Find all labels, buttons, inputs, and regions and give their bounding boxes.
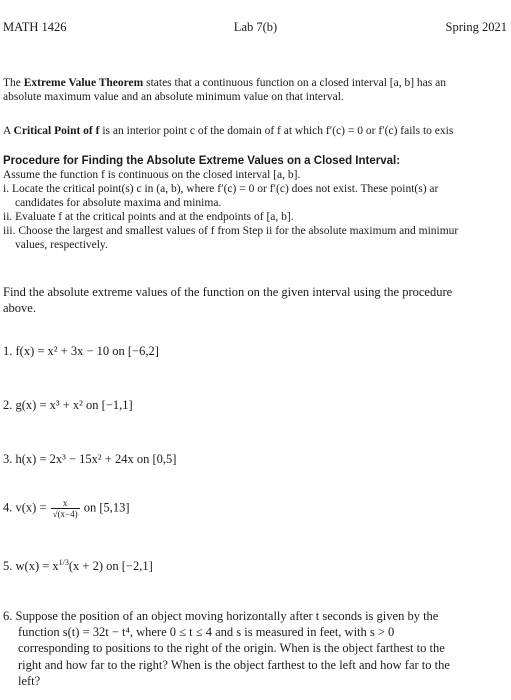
problem-4-suffix: on [5,13]	[80, 500, 130, 515]
procedure-assume: Assume the function f is continuous on the closed interval [a, b].	[3, 169, 301, 181]
fraction-numerator: x	[51, 498, 80, 509]
problem-6-line-4: right and how far to the right? When is the object farthest to the left and how far to the	[18, 657, 450, 672]
procedure-step-1: i. Locate the critical point(s) c in (a, b), where f′(c) = 0 or f′(c) does not exist. These point(s) ar	[3, 183, 439, 195]
problem-2: 2. g(x) = x³ + x² on [−1,1]	[3, 398, 133, 412]
problem-6-line-1: 6. Suppose the position of an object moving horizontally after t seconds is given by the	[3, 609, 439, 623]
fraction-denominator: √(x−4)	[52, 509, 78, 519]
critical-point-definition	[3, 124, 511, 138]
evt-line-2: absolute maximum value and an absolute minimum value on that interval.	[3, 91, 344, 103]
critical-term: Critical Point of f	[13, 125, 100, 137]
problem-4	[3, 498, 130, 519]
problem-6-line-2: function s(t) = 32t − t⁴, where 0 ≤ t ≤ 4 and s is measured in feet, with s > 0	[18, 625, 395, 640]
instructions-line-2: above.	[3, 301, 36, 315]
problem-5	[3, 558, 153, 574]
problem-6-line-3: corresponding to positions to the right of the origin. When is the object farthest to the	[18, 641, 445, 656]
procedure-step-3-cont: values, respectively.	[15, 239, 108, 251]
procedure-title: Procedure for Finding the Absolute Extreme Values on a Closed Interval:	[3, 155, 401, 167]
problem-5-prefix: 5. w(x) = x	[3, 559, 59, 573]
course-header: MATH 1426	[3, 20, 67, 34]
evt-suffix: states that a continuous function on a closed interval [a, b] has an	[143, 77, 446, 89]
evt-paragraph	[3, 76, 511, 104]
evt-line-1	[3, 76, 511, 90]
term-header: Spring 2021	[445, 20, 507, 34]
problem-3: 3. h(x) = 2x³ − 15x² + 24x on [0,5]	[3, 452, 177, 466]
problem-1: 1. f(x) = x² + 3x − 10 on [−6,2]	[3, 344, 159, 358]
problem-4-prefix: 4. v(x) =	[3, 500, 50, 515]
procedure-section	[3, 154, 511, 252]
procedure-step-1-cont: candidates for absolute maxima and minima.	[15, 197, 222, 209]
evt-term: Extreme Value Theorem	[23, 77, 144, 89]
instructions	[3, 284, 509, 316]
evt-prefix: The	[3, 77, 24, 89]
critical-prefix: A	[3, 125, 14, 137]
problem-5-exponent: 1/3	[58, 558, 69, 567]
procedure-step-2: ii. Evaluate f at the critical points and at the endpoints of [a, b].	[3, 211, 294, 223]
problem-6	[3, 608, 509, 689]
problem-5-suffix: (x + 2) on [−2,1]	[68, 559, 153, 573]
critical-rest: is an interior point c of the domain of f at which f′(c) = 0 or f′(c) fails to exis	[99, 125, 454, 137]
problem-4-fraction	[51, 498, 80, 519]
procedure-step-3: iii. Choose the largest and smallest values of f from Step ii for the absolute maximum and minimur	[3, 225, 459, 237]
problem-6-line-5: left?	[18, 673, 41, 688]
instructions-line-1: Find the absolute extreme values of the function on the given interval using the procedure	[3, 285, 453, 299]
lab-header: Lab 7(b)	[233, 20, 278, 34]
